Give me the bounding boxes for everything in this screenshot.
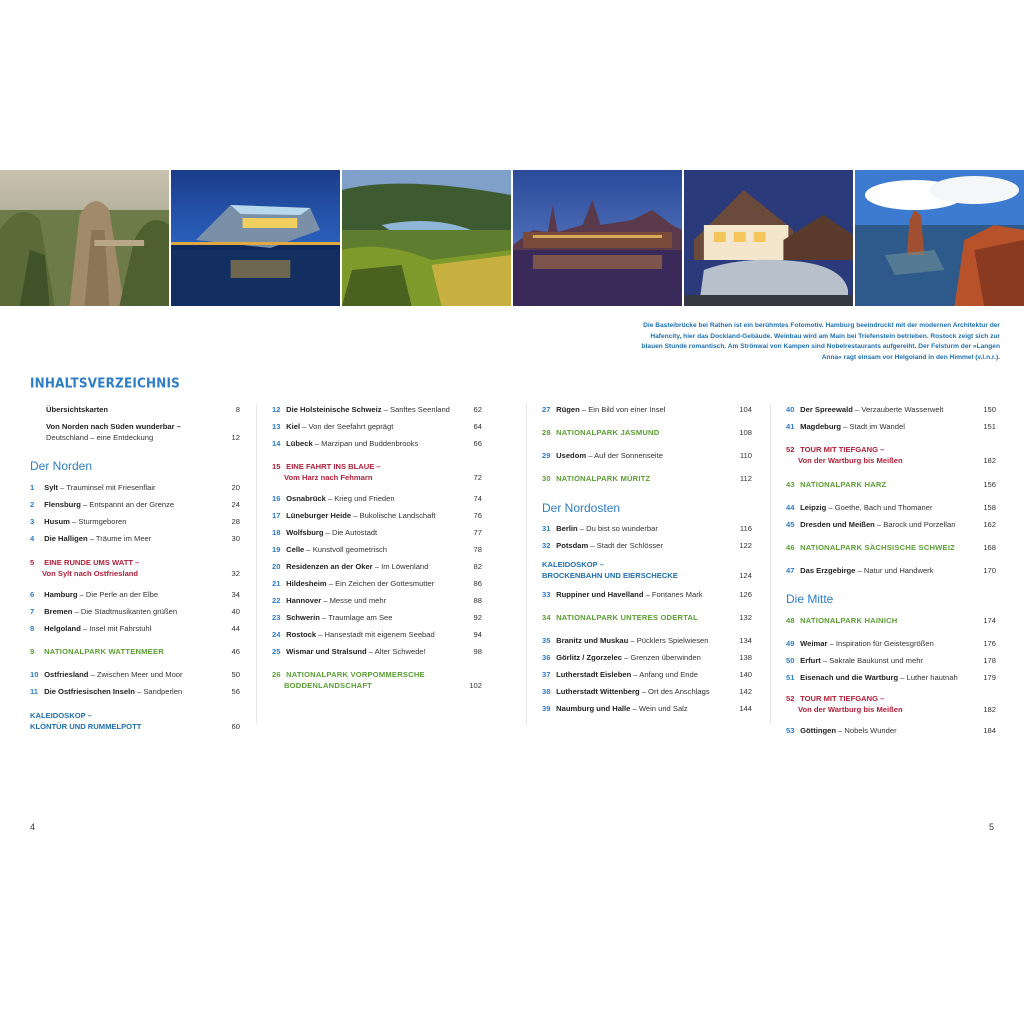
toc-entry-tour[interactable]: 5 EINE RUNDE UMS WATT – Von Sylt nach Ostfriesland 32 — [30, 558, 240, 578]
toc-entry[interactable]: 13 Kiel – Von der Seefahrt geprägt 64 — [272, 422, 482, 431]
toc-entry-kaleidoskop[interactable]: KALEIDOSKOP – KLÖNTÜR UND RUMMELPOTT 60 — [30, 711, 240, 731]
section-heading-nordosten: Der Nordosten — [542, 501, 621, 515]
photo-kampen-stroenwai — [684, 170, 853, 306]
toc-entry[interactable]: 47 Das Erzgebirge – Natur und Handwerk 170 — [786, 566, 996, 575]
toc-entry[interactable]: 50 Erfurt – Sakrale Baukunst und mehr 178 — [786, 656, 996, 665]
toc-entry[interactable]: 51 Eisenach und die Wartburg – Luther hautnah 179 — [786, 673, 996, 682]
photo-helgoland-lange-anna — [855, 170, 1024, 306]
toc-entry[interactable]: 22 Hannover – Messe und mehr 88 — [272, 596, 482, 605]
toc-entry[interactable]: 11 Die Ostfriesischen Inseln – Sandperlen 56 — [30, 687, 240, 696]
toc-entry-nationalpark[interactable]: 9 NATIONALPARK WATTENMEER 46 — [30, 647, 240, 656]
toc-entry[interactable]: 23 Schwerin – Traumlage am See 92 — [272, 613, 482, 622]
toc-entry[interactable]: 21 Hildesheim – Ein Zeichen der Gottesmutter 86 — [272, 579, 482, 588]
toc-entry[interactable]: 17 Lüneburger Heide – Bukolische Landschaft 76 — [272, 511, 482, 520]
toc-entry-nationalpark[interactable]: 28 NATIONALPARK JASMUND 108 — [542, 428, 752, 437]
toc-entry-nationalpark[interactable]: 30 NATIONALPARK MÜRITZ 112 — [542, 474, 752, 483]
toc-entry-nationalpark[interactable]: 48 NATIONALPARK HAINICH 174 — [786, 616, 996, 625]
toc-entry[interactable]: 27 Rügen – Ein Bild von einer Insel 104 — [542, 405, 752, 414]
toc-column-4 — [786, 404, 996, 736]
toc-entry[interactable]: 29 Usedom – Auf der Sonnenseite 110 — [542, 451, 752, 460]
column-divider — [770, 404, 771, 724]
toc-entry[interactable]: 4 Die Halligen – Träume im Meer 30 — [30, 534, 240, 543]
toc-entry-nationalpark[interactable]: 26 NATIONALPARK VORPOMMERSCHE BODDENLANDSCHAFT 102 — [272, 670, 482, 690]
page-number-left: 4 — [30, 822, 36, 832]
toc-entry[interactable]: 12 Die Holsteinische Schweiz – Sanftes Seenland 62 — [272, 405, 482, 414]
toc-column-3 — [542, 404, 752, 714]
photo-bastei-bridge — [0, 170, 169, 306]
toc-entry-nationalpark[interactable]: 46 NATIONALPARK SÄCHSISCHE SCHWEIZ 168 — [786, 543, 996, 552]
toc-entry[interactable]: 41 Magdeburg – Stadt im Wandel 151 — [786, 422, 996, 431]
toc-entry[interactable]: 40 Der Spreewald – Verzauberte Wasserwelt 150 — [786, 405, 996, 414]
column-divider — [256, 404, 257, 724]
section-heading-norden: Der Norden — [30, 459, 93, 473]
photo-caption: Die Basteibrücke bei Rathen ist ein berühmtes Fotomotiv. Hamburg beeindruckt mit der modernen Architektur der Hafencity, hier das Dockland-Gebäude. Weinbau wird am Main bei Triefenstein betrieben. Rostock zeigt sich zur blauen Stunde romantisch. Am Strönwai von Kampen sind Nobelrestaurants aufgereiht. Der Felsturm der »Langen Anna« ragt einsam vor Helgoland in den Himmel (v.l.n.r.). — [641, 322, 1000, 361]
photo-main-vineyard — [342, 170, 511, 306]
toc-entry[interactable]: 53 Göttingen – Nobels Wunder 184 — [786, 726, 996, 735]
toc-column-2 — [272, 404, 482, 691]
toc-entry-intro[interactable]: Von Norden nach Süden wunderbar – Deutschland – eine Entdeckung 12 — [46, 422, 240, 442]
toc-entry-kaleidoskop[interactable]: KALEIDOSKOP – BROCKENBAHN UND EIERSCHECKE 124 — [542, 560, 752, 580]
toc-entry[interactable]: 49 Weimar – Inspiration für Geistesgrößen 176 — [786, 639, 996, 648]
column-divider — [526, 404, 527, 724]
toc-entry[interactable]: 18 Wolfsburg – Die Autostadt 77 — [272, 528, 482, 537]
page-number-right: 5 — [988, 822, 994, 832]
toc-entry[interactable]: 6 Hamburg – Die Perle an der Elbe 34 — [30, 590, 240, 599]
toc-entry[interactable]: 1 Sylt – Trauminsel mit Friesenflair 20 — [30, 483, 240, 492]
toc-entry[interactable]: 45 Dresden und Meißen – Barock und Porzellan 162 — [786, 520, 996, 529]
toc-entry[interactable]: 31 Berlin – Du bist so wunderbar 116 — [542, 524, 752, 533]
toc-entry-nationalpark[interactable]: 34 NATIONALPARK UNTERES ODERTAL 132 — [542, 613, 752, 622]
toc-entry[interactable]: 25 Wismar und Stralsund – Alter Schwede! 98 — [272, 647, 482, 656]
toc-entry[interactable]: 39 Naumburg und Halle – Wein und Salz 144 — [542, 704, 752, 713]
toc-entry[interactable]: 24 Rostock – Hansestadt mit eigenem Seebad 94 — [272, 630, 482, 639]
toc-column-1 — [30, 404, 240, 732]
section-heading-mitte: Die Mitte — [786, 592, 834, 606]
toc-entry-tour[interactable]: 52 TOUR MIT TIEFGANG – Von der Wartburg bis Meißen 182 — [786, 694, 996, 714]
toc-entry[interactable]: 14 Lübeck – Marzipan und Buddenbrooks 66 — [272, 439, 482, 448]
toc-entry[interactable]: 32 Potsdam – Stadt der Schlösser 122 — [542, 541, 752, 550]
toc-entry[interactable]: 38 Lutherstadt Wittenberg – Ort des Anschlags 142 — [542, 687, 752, 696]
photo-rostock-blue-hour — [513, 170, 682, 306]
toc-entry[interactable]: 44 Leipzig – Goethe, Bach und Thomaner 158 — [786, 503, 996, 512]
toc-entry-overview[interactable]: Übersichtskarten 8 — [46, 405, 240, 414]
toc-entry[interactable]: 37 Lutherstadt Eisleben – Anfang und Ende 140 — [542, 670, 752, 679]
toc-entry[interactable]: 33 Ruppiner und Havelland – Fontanes Mark 126 — [542, 590, 752, 599]
toc-entry[interactable]: 20 Residenzen an der Oker – Im Löwenland 82 — [272, 562, 482, 571]
toc-entry[interactable]: 7 Bremen – Die Stadtmusikanten grüßen 40 — [30, 607, 240, 616]
toc-entry-tour[interactable]: 52 TOUR MIT TIEFGANG – Von der Wartburg bis Meißen 182 — [786, 445, 996, 465]
toc-entry[interactable]: 8 Helgoland – Insel mit Fahrstuhl 44 — [30, 624, 240, 633]
toc-entry-tour[interactable]: 15 EINE FAHRT INS BLAUE – Vom Harz nach Fehmarn 72 — [272, 462, 482, 482]
toc-entry[interactable]: 2 Flensburg – Entspannt an der Grenze 24 — [30, 500, 240, 509]
toc-entry[interactable]: 36 Görlitz / Zgorzelec – Grenzen überwinden 138 — [542, 653, 752, 662]
photo-hamburg-dockland — [171, 170, 340, 306]
toc-entry[interactable]: 3 Husum – Sturmgeboren 28 — [30, 517, 240, 526]
toc-entry[interactable]: 10 Ostfriesland – Zwischen Meer und Moor 50 — [30, 670, 240, 679]
toc-title: INHALTSVERZEICHNIS — [30, 375, 181, 391]
photo-strip — [0, 170, 1024, 306]
toc-entry[interactable]: 16 Osnabrück – Krieg und Frieden 74 — [272, 494, 482, 503]
toc-entry-nationalpark[interactable]: 43 NATIONALPARK HARZ 156 — [786, 480, 996, 489]
toc-entry[interactable]: 35 Branitz und Muskau – Pücklers Spielwiesen 134 — [542, 636, 752, 645]
toc-entry[interactable]: 19 Celle – Kunstvoll geometrisch 78 — [272, 545, 482, 554]
